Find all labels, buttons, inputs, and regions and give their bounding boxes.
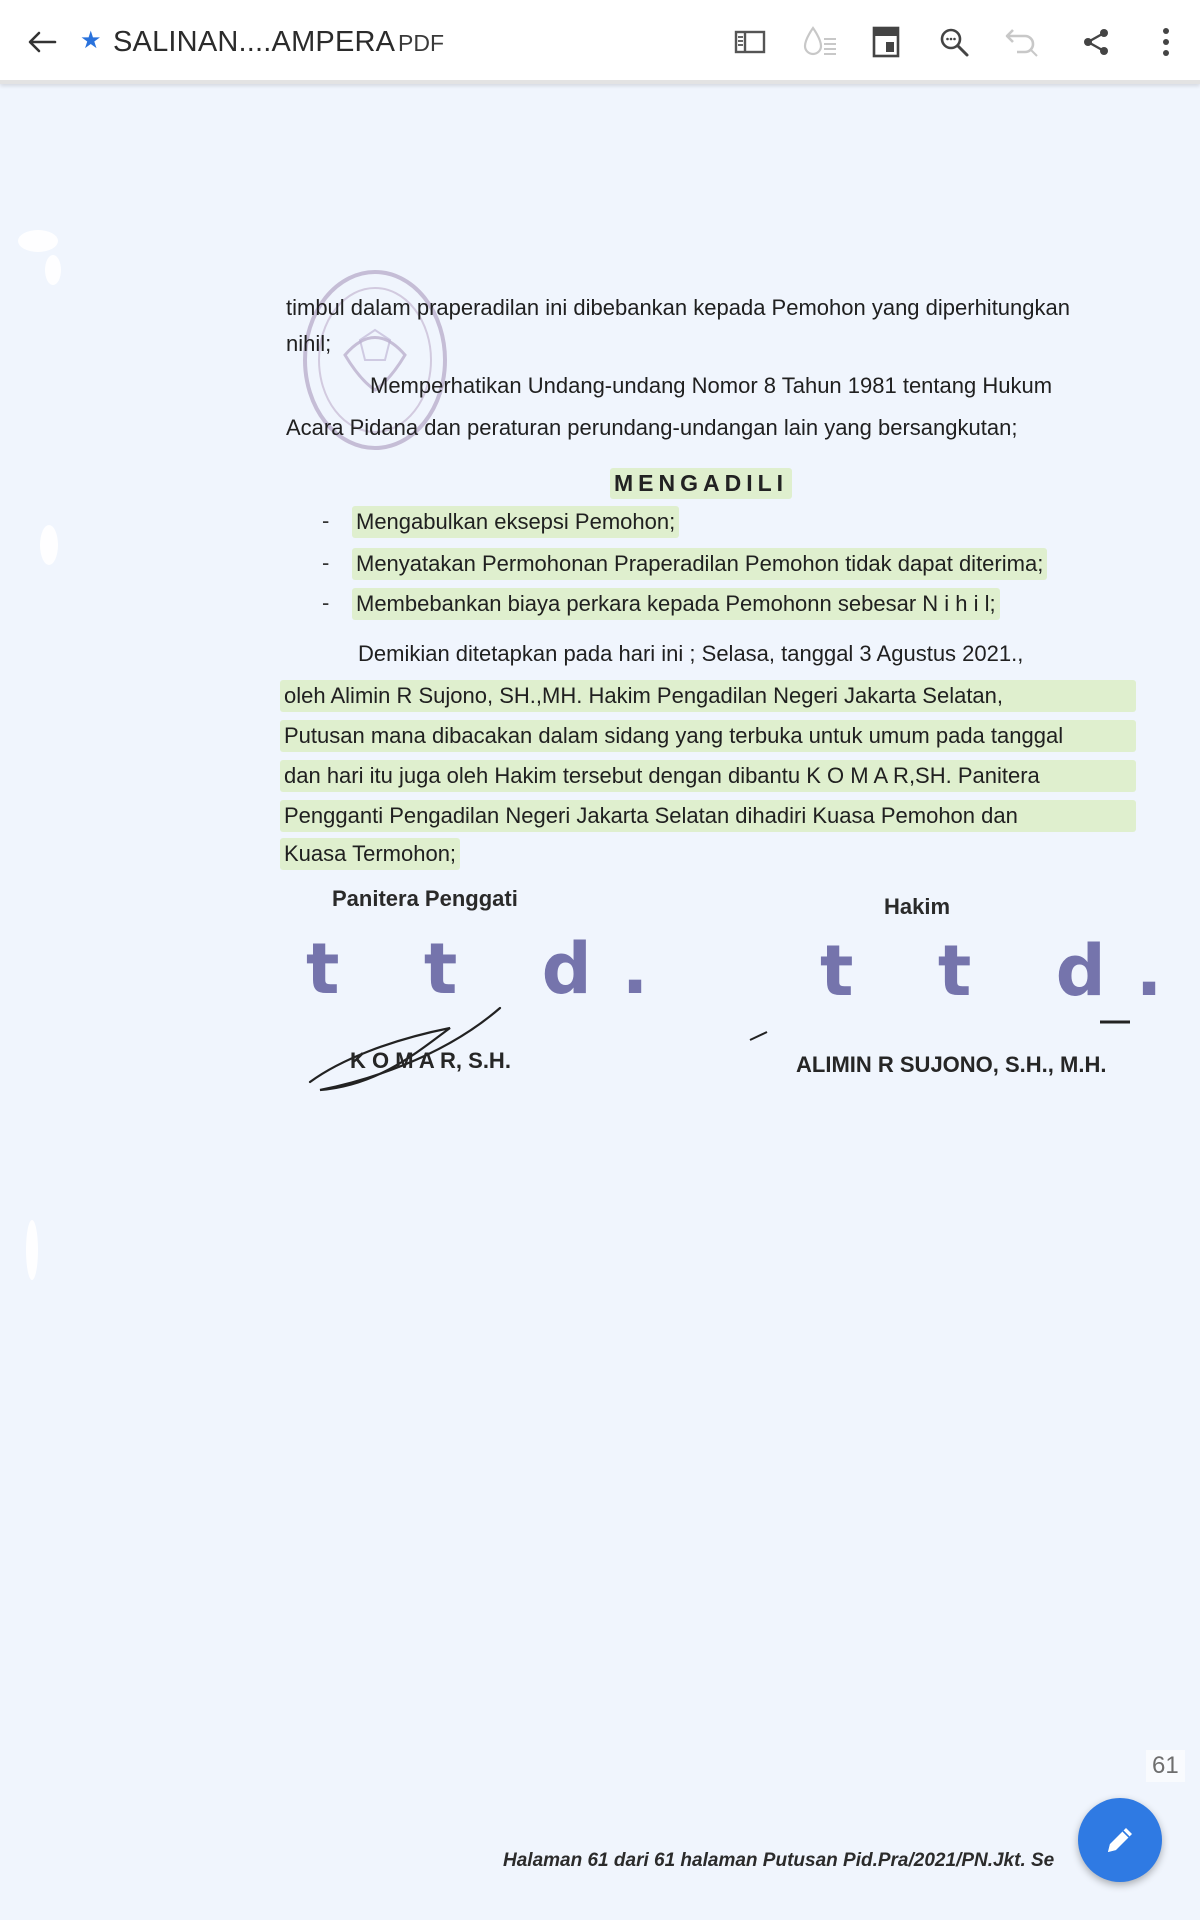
undo-icon[interactable] — [998, 18, 1046, 66]
file-type-label: PDF — [398, 30, 444, 56]
judge-ttd-stamp: t t d. — [820, 930, 1193, 1012]
list-item-1: Mengabulkan eksepsi Pemohon; — [352, 506, 679, 538]
paragraph-2-line-1: Memperhatikan Undang-undang Nomor 8 Tahun 1981 tentang Hukum — [370, 373, 1053, 398]
list-dash: - — [322, 590, 330, 615]
paragraph-2-line-2: Acara Pidana dan peraturan perundang-undangan lain yang bersangkutan; — [286, 415, 1018, 440]
document-footer: Halaman 61 dari 61 halaman Putusan Pid.Pra/2021/PN.Jkt. Se — [503, 1850, 1055, 1871]
edit-pencil-icon — [1102, 1822, 1138, 1858]
clerk-name: K O M A R, S.H. — [350, 1048, 511, 1073]
page-number-indicator: 61 — [1146, 1750, 1185, 1782]
scan-speck — [45, 255, 61, 285]
document-title: SALINAN....AMPERA — [113, 26, 396, 58]
star-icon[interactable]: ★ — [80, 27, 102, 54]
paragraph-3-line-6: Kuasa Termohon; — [280, 838, 460, 870]
scan-speck — [18, 230, 58, 252]
scan-speck — [26, 1220, 38, 1280]
scan-speck — [40, 525, 58, 565]
list-item-3: Membebankan biaya perkara kepada Pemohonn sebesar N i h i l; — [352, 588, 1000, 620]
back-arrow-icon[interactable] — [18, 18, 66, 66]
app-toolbar — [0, 0, 1200, 84]
judge-role-label: Hakim — [884, 894, 951, 919]
search-icon[interactable] — [930, 18, 978, 66]
paragraph-3-line-1: Demikian ditetapkan pada hari ini ; Selasa, tanggal 3 Agustus 2021., — [358, 641, 1024, 666]
heading-mengadili: MENGADILI — [610, 468, 792, 499]
paragraph-1-line-2: nihil; — [286, 331, 332, 356]
clerk-signature-scribble — [300, 990, 560, 1100]
clerk-ttd-stamp: t t d. — [306, 928, 679, 1010]
list-dash: - — [322, 550, 330, 575]
list-dash: - — [322, 508, 330, 533]
paragraph-3-line-4: dan hari itu juga oleh Hakim tersebut dengan dibantu K O M A R,SH. Panitera — [280, 760, 1136, 792]
judge-signature-line — [745, 1010, 1145, 1050]
list-item-2: Menyatakan Permohonan Praperadilan Pemohon tidak dapat diterima; — [352, 548, 1047, 580]
sidebar-icon[interactable] — [726, 18, 774, 66]
judge-name: ALIMIN R SUJONO, S.H., M.H. — [796, 1052, 1107, 1077]
paragraph-3-line-3: Putusan mana dibacakan dalam sidang yang terbuka untuk umum pada tanggal — [280, 720, 1136, 752]
paragraph-1-line-1: timbul dalam praperadilan ini dibebankan kepada Pemohon yang diperhitungkan — [286, 295, 1070, 320]
edit-button[interactable] — [1078, 1798, 1162, 1882]
paragraph-3-line-2: oleh Alimin R Sujono, SH.,MH. Hakim Pengadilan Negeri Jakarta Selatan, — [280, 680, 1136, 712]
paragraph-3-line-5: Pengganti Pengadilan Negeri Jakarta Selatan dihadiri Kuasa Pemohon dan — [280, 800, 1136, 832]
layout-icon[interactable] — [862, 18, 910, 66]
reading-mode-icon[interactable] — [796, 18, 844, 66]
share-icon[interactable] — [1072, 18, 1120, 66]
more-vertical-icon[interactable] — [1142, 18, 1190, 66]
clerk-role-label: Panitera Penggati — [332, 886, 518, 911]
document-page[interactable] — [0, 90, 1200, 1920]
